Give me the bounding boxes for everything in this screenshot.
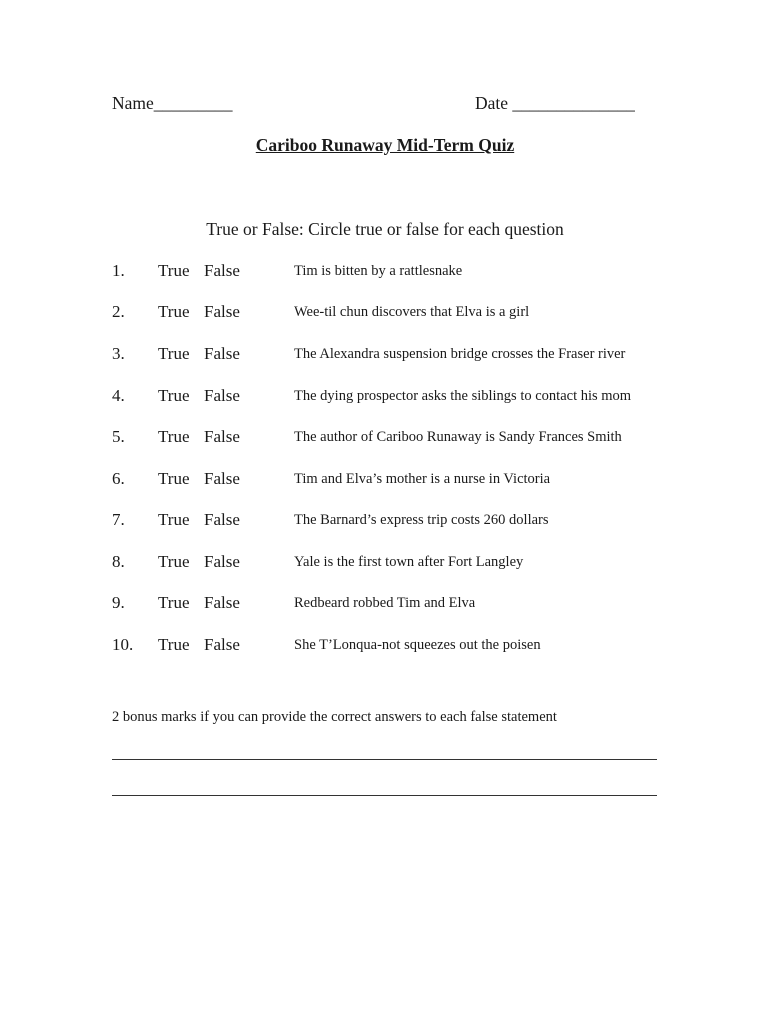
question-text: The author of Cariboo Runaway is Sandy Frances Smith bbox=[294, 429, 622, 445]
question-number: 4. bbox=[112, 386, 125, 405]
date-field[interactable]: Date ______________ bbox=[475, 93, 635, 113]
false-option[interactable]: False bbox=[204, 302, 240, 321]
page-title: Cariboo Runaway Mid-Term Quiz bbox=[255, 135, 515, 155]
question-text: The dying prospector asks the siblings to contact his mom bbox=[294, 388, 632, 404]
false-option[interactable]: False bbox=[204, 261, 240, 280]
false-option[interactable]: False bbox=[204, 552, 240, 571]
false-option[interactable]: False bbox=[204, 386, 240, 405]
false-option[interactable]: False bbox=[204, 427, 240, 446]
true-option[interactable]: True bbox=[158, 302, 190, 321]
question-number: 2. bbox=[112, 302, 125, 321]
true-option[interactable]: True bbox=[158, 386, 190, 405]
true-option[interactable]: True bbox=[158, 593, 190, 612]
name-field[interactable]: Name_________ bbox=[112, 93, 233, 113]
question-text: Yale is the first town after Fort Langley bbox=[294, 554, 524, 570]
true-option[interactable]: True bbox=[158, 469, 190, 488]
bonus-instructions: 2 bonus marks if you can provide the correct answers to each false statement bbox=[112, 709, 557, 725]
question-text: She T’Lonqua-not squeezes out the poisen bbox=[294, 637, 541, 653]
question-number: 10. bbox=[112, 635, 134, 654]
true-option[interactable]: True bbox=[158, 510, 190, 529]
question-number: 8. bbox=[112, 552, 125, 571]
question-number: 7. bbox=[112, 510, 125, 529]
question-text: The Barnard’s express trip costs 260 dollars bbox=[294, 512, 549, 528]
true-option[interactable]: True bbox=[158, 552, 190, 571]
true-option[interactable]: True bbox=[158, 344, 190, 363]
answer-line[interactable] bbox=[112, 795, 657, 796]
false-option[interactable]: False bbox=[204, 593, 240, 612]
true-option[interactable]: True bbox=[158, 427, 190, 446]
question-text: The Alexandra suspension bridge crosses the Fraser river bbox=[294, 346, 626, 362]
false-option[interactable]: False bbox=[204, 344, 240, 363]
instructions: True or False: Circle true or false for each question bbox=[206, 219, 564, 239]
question-number: 5. bbox=[112, 427, 125, 446]
true-option[interactable]: True bbox=[158, 635, 190, 654]
answer-line[interactable] bbox=[112, 759, 657, 760]
false-option[interactable]: False bbox=[204, 469, 240, 488]
question-number: 1. bbox=[112, 261, 125, 280]
true-option[interactable]: True bbox=[158, 261, 190, 280]
question-number: 6. bbox=[112, 469, 125, 488]
false-option[interactable]: False bbox=[204, 510, 240, 529]
question-text: Wee-til chun discovers that Elva is a girl bbox=[294, 304, 530, 320]
question-text: Redbeard robbed Tim and Elva bbox=[294, 595, 476, 611]
question-text: Tim and Elva’s mother is a nurse in Victoria bbox=[294, 471, 551, 487]
question-number: 3. bbox=[112, 344, 125, 363]
question-number: 9. bbox=[112, 593, 125, 612]
false-option[interactable]: False bbox=[204, 635, 240, 654]
question-text: Tim is bitten by a rattlesnake bbox=[294, 263, 463, 279]
